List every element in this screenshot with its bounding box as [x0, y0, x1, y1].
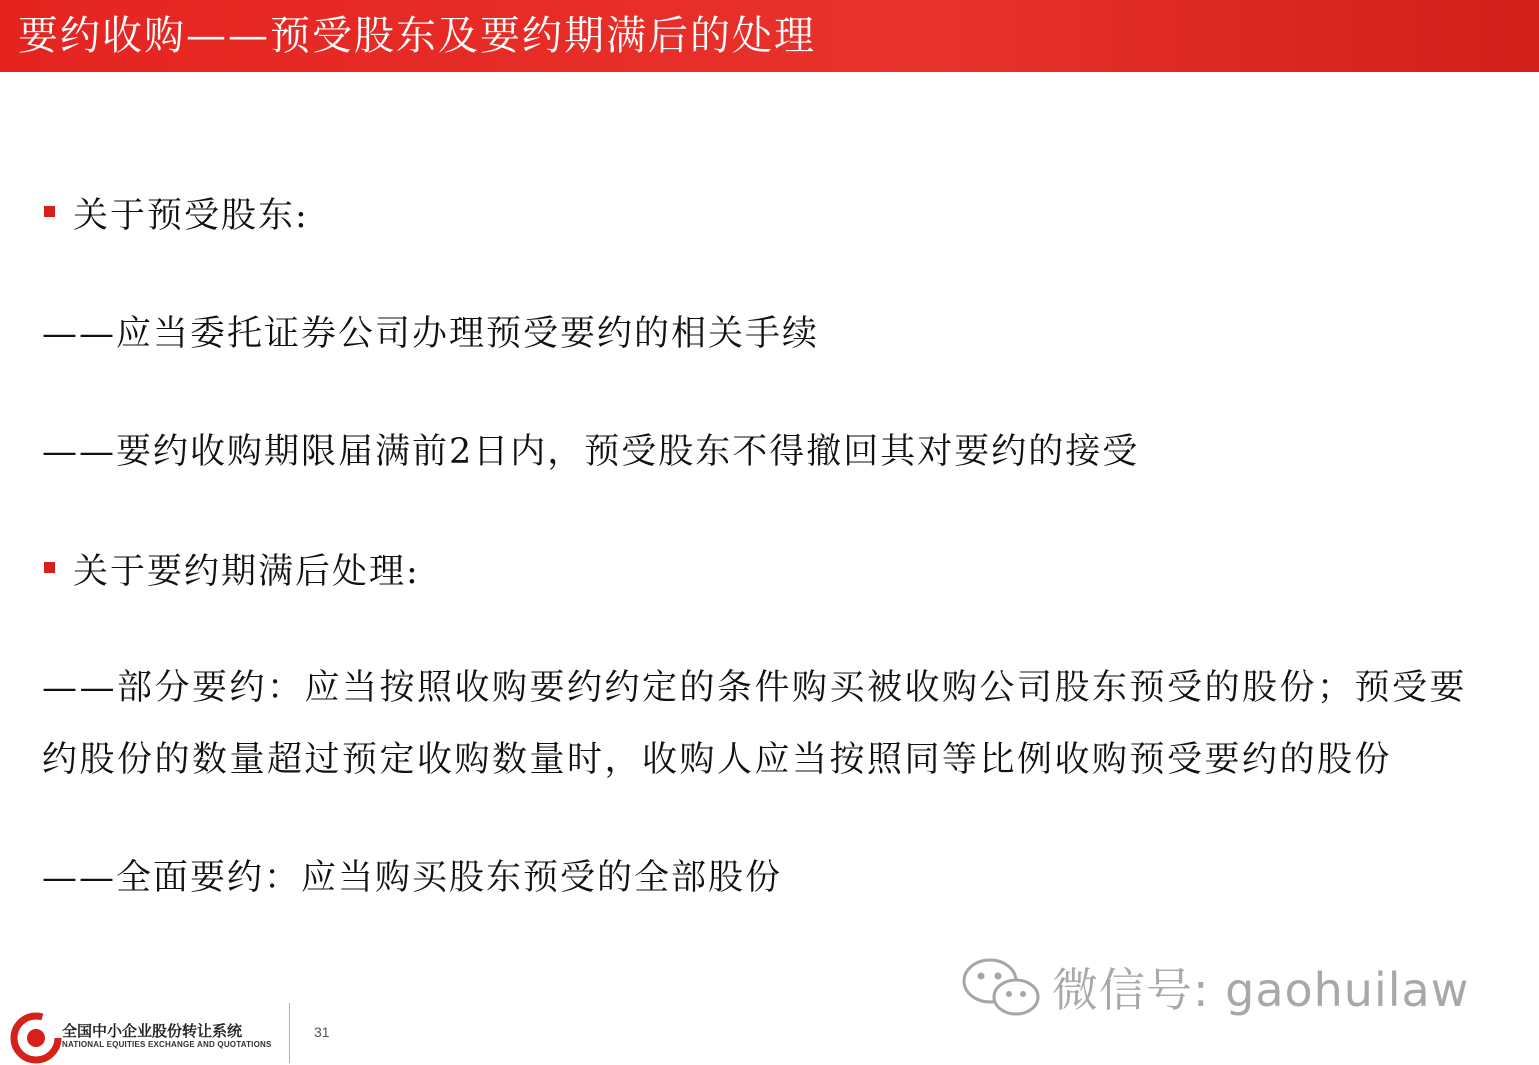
bullet-heading: 关于预受股东: — [73, 196, 309, 236]
page-number: 31 — [314, 1024, 330, 1040]
neeq-logo — [8, 1008, 64, 1064]
text-line: ——应当委托证券公司办理预受要约的相关手续 — [42, 314, 820, 354]
partial-offer-paragraph: ——部分要约：应当按照收购要约约定的条件购买被收购公司股东预受的股份；预受要约股份的数量超过预定收购数量时，收购人应当按照同等比例收购预受要约的股份 — [42, 668, 1468, 780]
footer-divider — [289, 1003, 290, 1063]
full-offer-line: ——全面要约：应当购买股东预受的全部股份 — [42, 858, 783, 898]
watermark-text: 微信号: gaohuilaw — [1052, 963, 1470, 1017]
footer-org-name-en: NATIONAL EQUITIES EXCHANGE AND QUOTATIONS — [62, 1040, 272, 1049]
text-line: ——要约收购期限届满前2日内，预受股东不得撤回其对要约的接受 — [42, 432, 1140, 472]
bullet-square-icon — [44, 562, 55, 573]
watermark — [960, 955, 1469, 1019]
slide-title: 要约收购——预受股东及要约期满后的处理 — [18, 13, 816, 59]
footer-org-name: 全国中小企业股份转让系统 — [62, 1022, 243, 1040]
wechat-icon — [960, 955, 1044, 1019]
bullet-square-icon — [44, 206, 55, 217]
title-bar — [0, 0, 1539, 72]
bullet-heading: 关于要约期满后处理: — [73, 552, 420, 592]
bullet-item-expiry — [44, 550, 420, 594]
bullet-item-preacceptance — [44, 194, 309, 238]
